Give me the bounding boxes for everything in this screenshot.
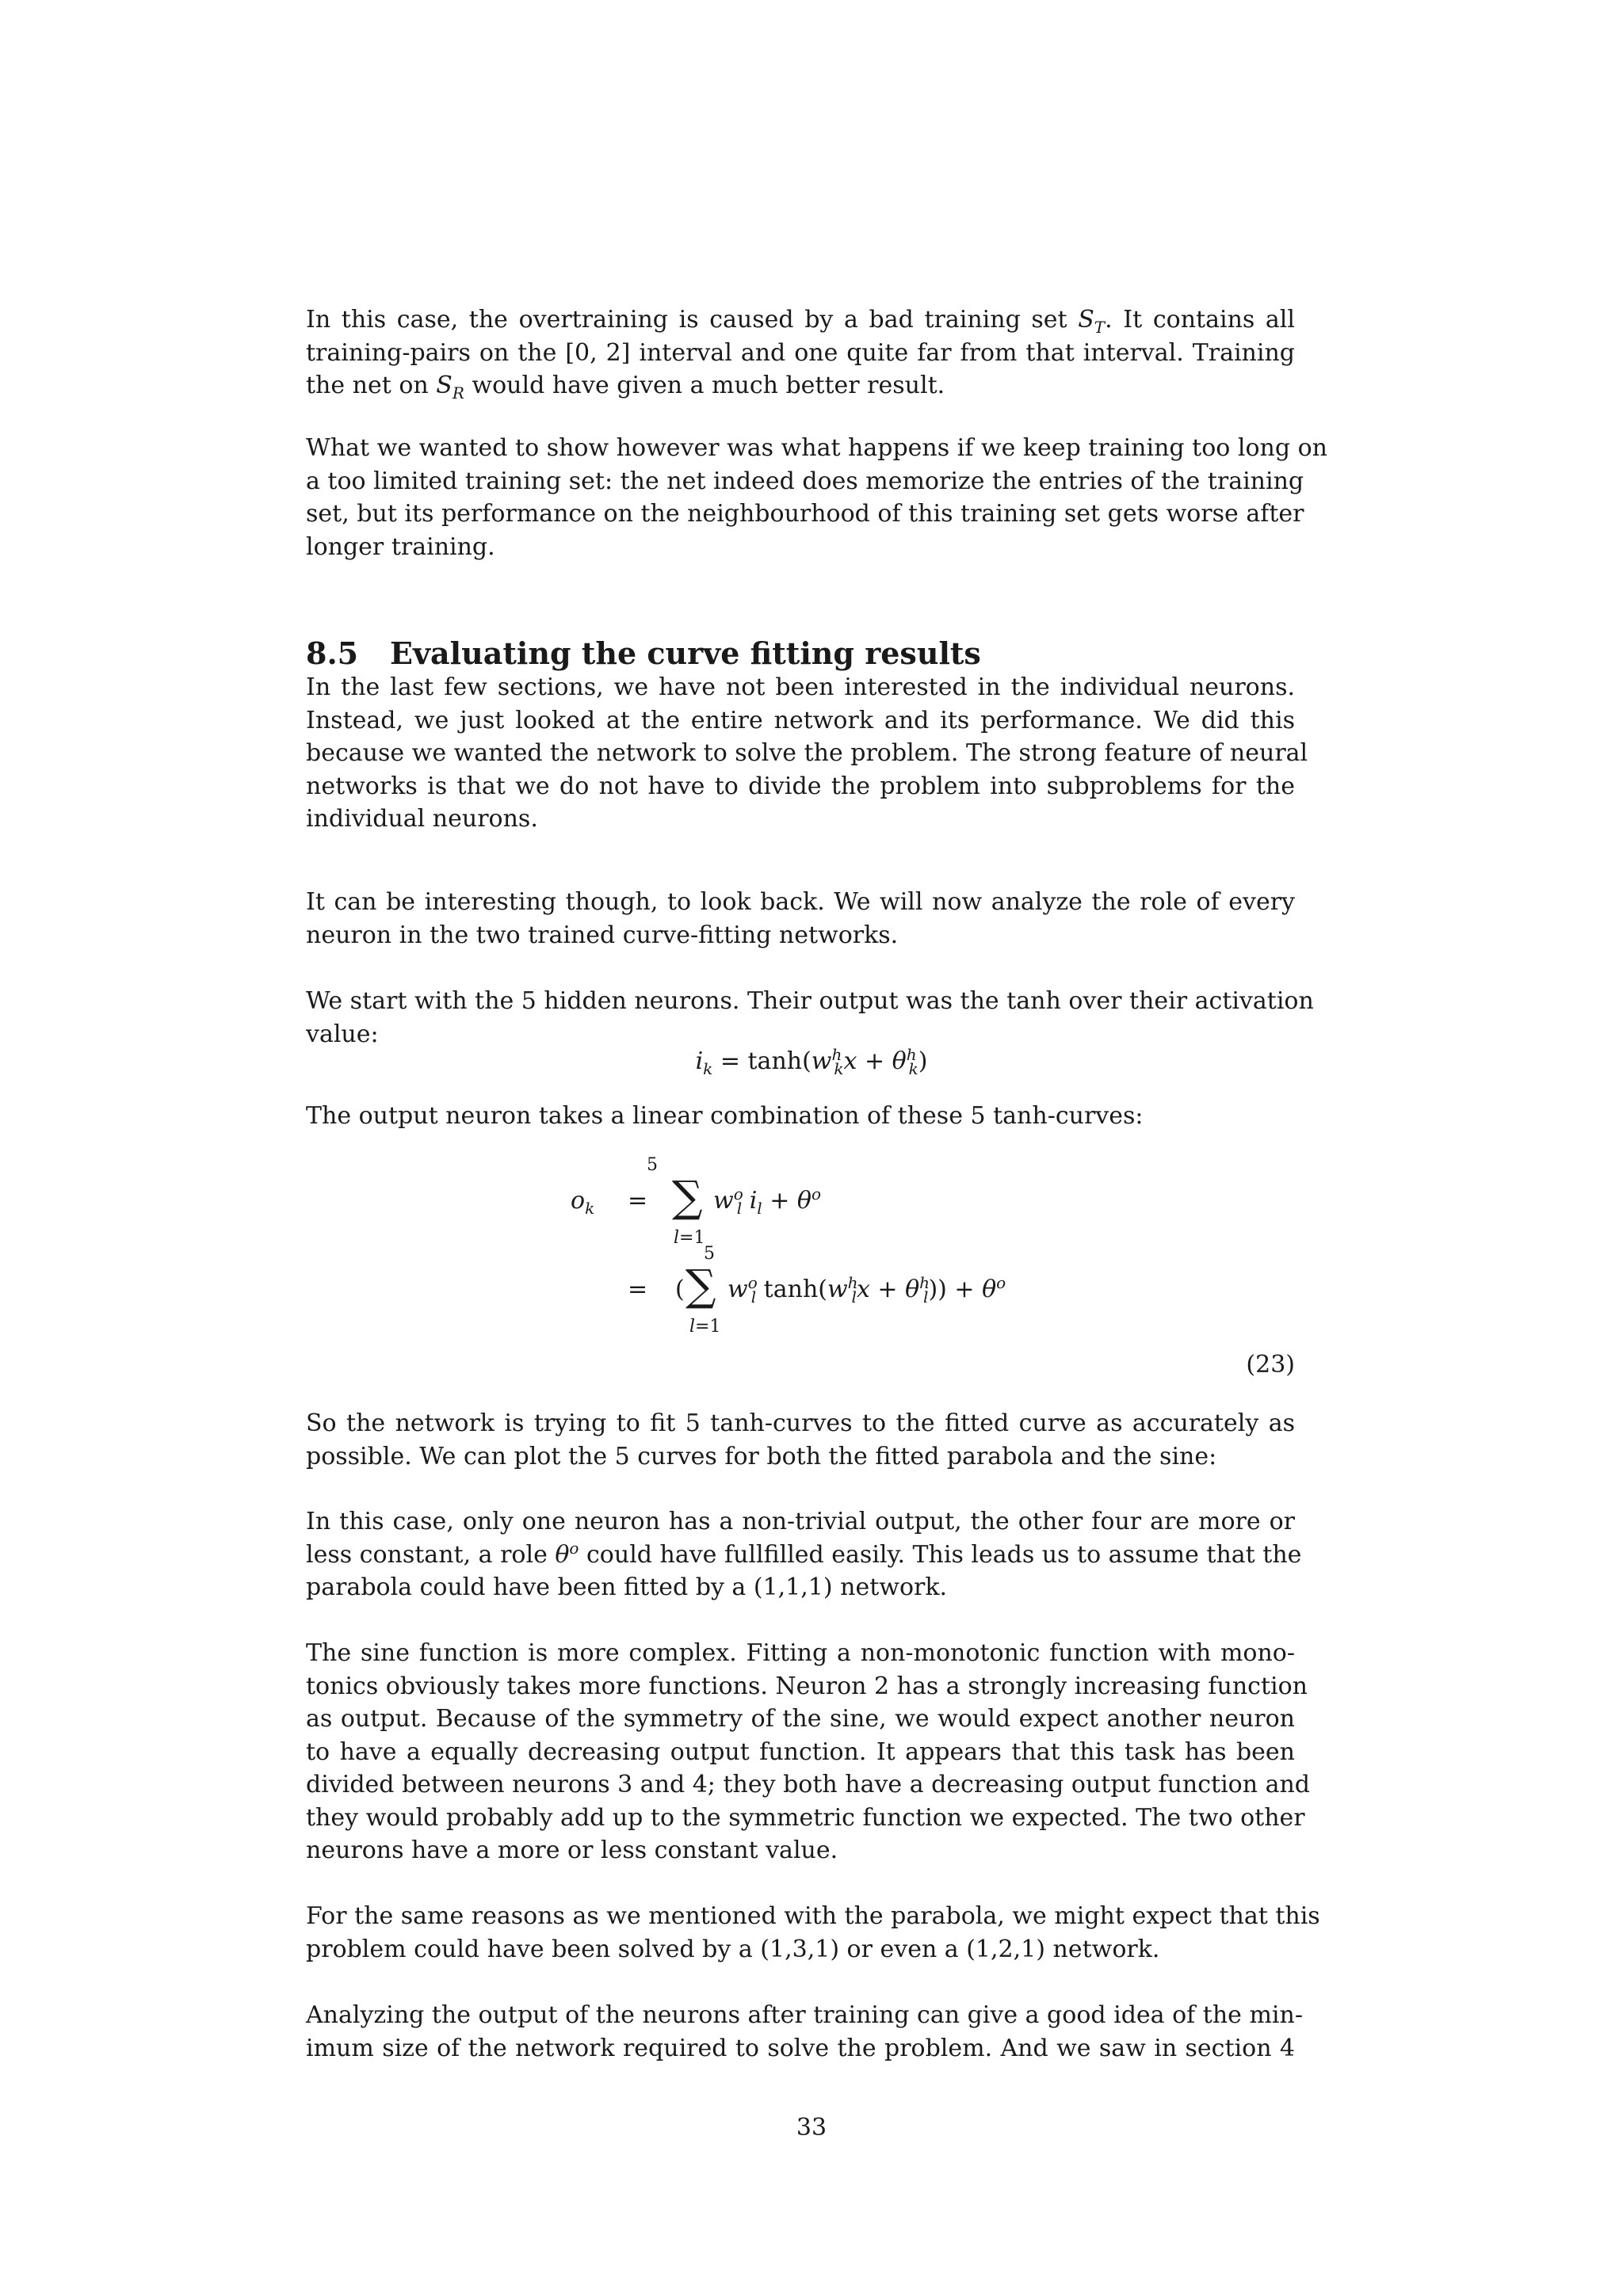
text-line: to have a equally decreasing output function. It appears that this task has been: [306, 1737, 1295, 1766]
text-line: possible. We can plot the 5 curves for both the fitted parabola and the sine:: [306, 1442, 1217, 1470]
text-line: longer training.: [306, 532, 495, 561]
text-line: neuron in the two trained curve-fitting networks.: [306, 921, 899, 949]
text-line: networks is that we do not have to divide the problem into subproblems for the: [306, 772, 1295, 800]
text-line: divided between neurons 3 and 4; they both have a decreasing output function and: [306, 1771, 1310, 1798]
eq-equals: =: [628, 1276, 648, 1303]
text-line: problem could have been solved by a (1,3,1) or even a (1,2,1) network.: [306, 1935, 1160, 1963]
text-line: parabola could have been fitted by a (1,1,1) network.: [306, 1573, 948, 1601]
equation-tanh-activation: $i_k = \tanh(w^h_kx + \theta^h_k)$: [695, 1045, 928, 1078]
eq-rhs-1: $w^o_l$ $i_l + \theta^o$: [713, 1184, 822, 1218]
paragraph-look-back: [306, 886, 1295, 952]
paragraph-sine: [306, 1637, 1310, 1867]
text-line: For the same reasons as we mentioned with the parabola, we might expect that this: [306, 1902, 1320, 1930]
text-line: neurons have a more or less constant value.: [306, 1836, 838, 1864]
paragraph-individual-neurons: [306, 671, 1308, 836]
text-line: value:: [306, 1020, 379, 1048]
text-line: Analyzing the output of the neurons after training can give a good idea of the min-: [306, 2001, 1303, 2029]
text-line: The output neuron takes a linear combination of these 5 tanh-curves:: [306, 1102, 1144, 1130]
paragraph-parabola: [306, 1505, 1302, 1604]
text-line: as output. Because of the symmetry of the sine, we would expect another neuron: [306, 1705, 1295, 1733]
eq-equals: =: [628, 1187, 648, 1215]
equation-number: (23): [1246, 1351, 1295, 1379]
text-line: So the network is trying to fit 5 tanh-curves to the fitted curve as accurately as: [306, 1409, 1295, 1437]
eq-rhs-2: $w^o_l$ $\tanh(w^h_lx + \theta^h_l)) + \theta^o$: [727, 1273, 1006, 1306]
text-line: What we wanted to show however was what happens if we keep training too long on: [306, 434, 1327, 462]
paragraph-overtraining: [306, 303, 1295, 402]
text-line: a too limited training set: the net indeed does memorize the entries of the training: [306, 467, 1304, 495]
sum-symbol: ∑: [672, 1172, 703, 1222]
text-line: Instead, we just looked at the entire network and its performance. We did this: [306, 706, 1295, 734]
text-line: the net on $S_R$ would have given a much better result.: [306, 372, 945, 402]
paragraph-same-reasons: [306, 1900, 1320, 1966]
text-line: tonics obviously takes more functions. Neuron 2 has a strongly increasing function: [306, 1672, 1308, 1700]
text-line: because we wanted the network to solve the problem. The strong feature of neural: [306, 739, 1308, 767]
text-line: training-pairs on the [0, 2] interval and one quite far from that interval. Training: [306, 338, 1295, 367]
sum-lower-limit: l=1: [674, 1228, 705, 1248]
text-line: In this case, the overtraining is caused by a bad training set $S_T$. It contains all: [306, 306, 1295, 337]
paragraph-output-neuron: [306, 1100, 1295, 1133]
paragraph-analyzing: [306, 1999, 1303, 2065]
sum-symbol: ∑: [685, 1261, 716, 1310]
equation-output-combination: [555, 1149, 1109, 1355]
text-line: less constant, a role $\theta^o$ could have fullfilled easily. This leads us to assume that the: [306, 1538, 1302, 1569]
section-number: 8.5: [306, 635, 359, 671]
eq-paren: (: [675, 1276, 685, 1303]
text-line: In this case, only one neuron has a non-trivial output, the other four are more or: [306, 1508, 1295, 1535]
text-line: The sine function is more complex. Fitting a non-monotonic function with mono-: [306, 1639, 1295, 1667]
text-line: It can be interesting though, to look back. We will now analyze the role of every: [306, 888, 1295, 916]
sum-upper-limit: 5: [704, 1244, 715, 1264]
text-line: they would probably add up to the symmetric function we expected. The two other: [306, 1803, 1305, 1832]
page-number: 33: [796, 2114, 827, 2142]
eq-lhs: $o_k$: [571, 1187, 595, 1218]
text-line: We start with the 5 hidden neurons. Their output was the tanh over their activation: [306, 987, 1314, 1015]
text-line: imum size of the network required to solve the problem. And we saw in section 4: [306, 2034, 1295, 2062]
sum-upper-limit: 5: [647, 1155, 658, 1175]
sum-lower-limit: l=1: [689, 1317, 721, 1337]
text-line: individual neurons.: [306, 805, 538, 833]
section-heading: [306, 634, 981, 673]
section-title: Evaluating the curve fitting results: [390, 635, 981, 671]
text-line: In the last few sections, we have not been interested in the individual neurons.: [306, 673, 1295, 701]
paragraph-hidden-neurons: [306, 985, 1314, 1051]
text-line: set, but its performance on the neighbourhood of this training set gets worse after: [306, 500, 1304, 528]
paragraph-fit-tanh-curves: [306, 1407, 1295, 1473]
paragraph-what-we-wanted: [306, 432, 1327, 563]
